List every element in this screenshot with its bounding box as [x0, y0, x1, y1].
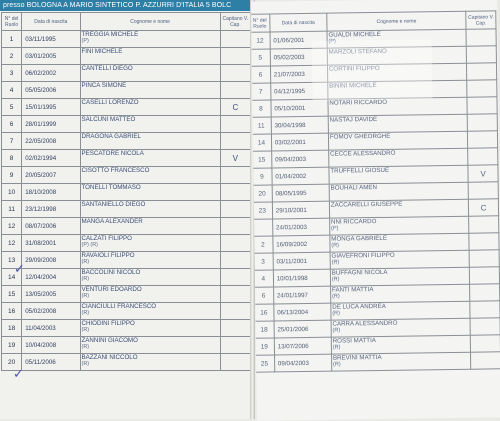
player-name: FINI MICHELE [81, 48, 123, 55]
captain-mark [220, 286, 250, 303]
table-row [2, 286, 251, 303]
player-role: (R) [81, 276, 90, 282]
captain-mark [467, 80, 497, 97]
player-role: (R) [331, 276, 340, 283]
birth-date: 05/02/2003 [270, 48, 327, 66]
player-name-cell [329, 148, 469, 167]
captain-mark: C [469, 199, 499, 216]
roster-title: presso BOLOGNA A MARIO SINTETICO P. AZZURRI D'ITALIA 5 BOLC [0, 0, 251, 11]
roster-number: 6 [254, 287, 274, 304]
roster-number: 19 [254, 338, 274, 355]
player-name: TREGGIA MICHELE [81, 31, 139, 38]
table-row [2, 235, 251, 252]
captain-mark [220, 167, 250, 184]
table-row [2, 218, 251, 235]
player-name: BACCOLINI NICOLO [81, 269, 141, 276]
roster-number: 10 [2, 184, 22, 201]
captain-mark [467, 63, 497, 80]
table-row [2, 150, 251, 167]
player-name: MANGA ALEXANDER [81, 218, 143, 225]
player-name: CANTELLI DIEGO [81, 65, 133, 72]
player-name-cell [330, 284, 470, 303]
player-name-cell [80, 150, 220, 167]
player-role: (R) [332, 344, 341, 351]
player-name: CASELLI LORENZO [81, 99, 139, 106]
table-row [2, 65, 251, 82]
roster-number: 25 [255, 355, 275, 372]
birth-date: 02/02/1994 [22, 150, 80, 167]
player-name-cell [331, 301, 471, 320]
roster-number: 5 [251, 49, 270, 66]
pen-tick-mark: ✓ [14, 262, 25, 277]
table-row [255, 352, 500, 372]
left-roster-sheet [0, 0, 251, 419]
captain-mark [220, 218, 250, 235]
table-row [2, 252, 251, 269]
player-name-cell [80, 337, 220, 354]
roster-number: 7 [2, 133, 22, 150]
player-name: FANTI MATTIA [331, 286, 374, 294]
player-name-cell [80, 48, 220, 65]
birth-date: 29/10/2001 [272, 201, 329, 219]
roster-number: 5 [2, 99, 22, 116]
header-number: N° del Ruolo [2, 13, 22, 31]
player-name-cell [80, 31, 220, 48]
player-name-cell [330, 267, 470, 286]
player-name-cell [329, 182, 469, 201]
player-role: (R) [331, 242, 340, 249]
captain-mark [220, 201, 250, 218]
player-name-cell [80, 133, 220, 150]
roster-number: 13 [2, 252, 22, 269]
table-row [2, 320, 251, 337]
captain-mark [220, 65, 250, 82]
table-row [2, 184, 251, 201]
player-name-cell [330, 233, 470, 252]
roster-number: 3 [2, 65, 22, 82]
birth-date: 25/01/2006 [274, 320, 331, 338]
player-role: (P) (R) [81, 242, 98, 248]
table-row [2, 167, 251, 184]
birth-date: 30/04/1998 [271, 116, 328, 134]
player-name-cell [80, 218, 220, 235]
birth-date: 24/01/2003 [272, 218, 329, 236]
captain-mark [220, 337, 250, 354]
player-name-cell [80, 354, 220, 371]
captain-mark [220, 116, 250, 133]
birth-date: 20/05/2007 [22, 167, 80, 184]
birth-date: 18/10/2008 [22, 184, 80, 201]
captain-mark [468, 148, 498, 165]
roster-number: 11 [2, 201, 22, 218]
left-roster-table [1, 12, 251, 371]
player-name-cell [331, 352, 471, 371]
roster-number: 20 [2, 354, 22, 371]
table-row [2, 133, 251, 150]
roster-number: 6 [2, 116, 22, 133]
faded-print-area [312, 39, 433, 101]
player-name: DE LUCA ANDREA [332, 302, 386, 311]
player-name: CECCE ALESSANDRO [330, 149, 396, 158]
roster-number: 14 [2, 269, 22, 286]
player-name: CISOTTO FRANCESCO [81, 167, 150, 174]
birth-date: 22/05/2008 [22, 133, 80, 150]
player-name: NASTAJ DAVIDE [329, 115, 378, 124]
player-name: CORTINI FILIPPO [328, 64, 380, 73]
player-role: (P) [328, 38, 336, 45]
player-name: SALCUNI MATTEO [81, 116, 136, 123]
player-name-cell [80, 286, 220, 303]
captain-mark [220, 252, 250, 269]
roster-number: 23 [252, 202, 272, 219]
roster-number: 12 [2, 235, 22, 252]
player-name: CARRA ALESSANDRO [332, 319, 398, 328]
roster-number: 6 [251, 66, 270, 83]
captain-mark [468, 182, 498, 199]
player-name: FOMOV GHEORGHE [329, 132, 391, 141]
player-role: (R) [332, 293, 340, 300]
captain-mark [466, 29, 496, 46]
player-role: (R) [81, 361, 90, 367]
player-name: BUFFAGNI NICOLA [331, 268, 388, 277]
birth-date: 06/13/2004 [274, 303, 331, 321]
player-role: (R) [332, 361, 341, 368]
captain-mark [220, 184, 250, 201]
table-row [2, 82, 251, 99]
player-name-cell [80, 252, 220, 269]
birth-date: 28/01/1999 [22, 116, 80, 133]
birth-date: 12/04/2004 [22, 269, 80, 286]
left-roster-body [2, 31, 251, 371]
player-name-cell [80, 269, 220, 286]
captain-mark [471, 352, 500, 369]
birth-date: 05/02/2008 [22, 303, 80, 320]
player-name-cell [329, 199, 469, 218]
roster-number: 3 [253, 253, 273, 270]
birth-date: 08/07/2006 [22, 218, 80, 235]
roster-number: 15 [2, 286, 22, 303]
captain-mark [220, 48, 250, 65]
player-name: ROSSI MATTIA [332, 337, 376, 345]
player-role: (R) [81, 259, 90, 265]
captain-mark [470, 284, 500, 301]
player-name: PESCATORE NICOLA [81, 150, 144, 157]
roster-number: 8 [251, 100, 271, 117]
captain-mark [469, 216, 499, 233]
birth-date: 23/12/1998 [22, 201, 80, 218]
player-name-cell [80, 320, 220, 337]
birth-date: 31/08/2001 [22, 235, 80, 252]
player-name-cell [331, 335, 471, 354]
roster-number: 9 [2, 167, 22, 184]
player-name-cell [331, 318, 471, 337]
birth-date: 05/05/2006 [22, 82, 80, 99]
player-name-cell [80, 167, 220, 184]
player-name-cell [80, 65, 220, 82]
birth-date: 13/07/2006 [274, 337, 331, 355]
roster-number: 12 [251, 32, 270, 49]
captain-mark [220, 31, 250, 48]
birth-date: 04/12/1995 [270, 82, 327, 100]
player-name-cell [328, 114, 468, 133]
player-role: (R) [81, 310, 90, 316]
captain-mark [470, 318, 500, 335]
player-role: (P) [81, 38, 89, 44]
right-roster-sheet [251, 0, 500, 421]
player-role: (R) [81, 344, 90, 350]
captain-mark [469, 233, 499, 250]
captain-mark [220, 320, 250, 337]
player-name: RAVAIOLI FILIPPO [81, 252, 135, 259]
player-name: BAZZANI NICCOLO [81, 354, 138, 361]
birth-date: 05/11/2006 [22, 354, 80, 371]
birth-date: 21/07/2003 [270, 65, 327, 83]
birth-date: 13/05/2005 [22, 286, 80, 303]
roster-number: 8 [2, 150, 22, 167]
captain-mark [220, 133, 250, 150]
player-role: (R) [81, 327, 90, 333]
table-row [2, 303, 251, 320]
captain-mark [467, 46, 497, 63]
player-name-cell [330, 250, 470, 269]
captain-mark [220, 269, 250, 286]
roster-number: 2 [2, 48, 22, 65]
player-name-cell [80, 116, 220, 133]
birth-date: 06/02/2002 [22, 65, 80, 82]
player-name: ZACCARELLI GIUSEPPE [330, 200, 403, 209]
roster-number: 4 [253, 270, 273, 287]
roster-number: 18 [254, 321, 274, 338]
table-row [2, 48, 251, 65]
player-name-cell [80, 303, 220, 320]
player-name: TRUFFELLI GIOSUE [330, 166, 390, 175]
roster-number: 16 [254, 304, 274, 321]
header-name: Cognome e nome [80, 13, 220, 31]
birth-date: 24/01/1997 [273, 286, 330, 304]
birth-date: 15/01/1995 [22, 99, 80, 116]
player-name-cell [329, 216, 469, 235]
roster-number: 20 [252, 185, 272, 202]
roster-number: 15 [252, 151, 272, 168]
birth-date: 09/04/2003 [271, 150, 328, 168]
roster-number: 19 [2, 337, 22, 354]
birth-date: 05/10/2001 [271, 99, 328, 117]
roster-number: 11 [251, 117, 271, 134]
roster-number: 7 [251, 83, 271, 100]
player-name: MARZOLI STEFANO [328, 47, 387, 56]
table-header-row [2, 13, 251, 31]
birth-date: 16/09/2002 [273, 235, 330, 253]
birth-date: 01/04/2002 [272, 167, 329, 185]
birth-date: 10/04/2008 [22, 337, 80, 354]
captain-mark: C [220, 99, 250, 116]
player-name-cell [80, 99, 220, 116]
roster-number: 2 [253, 236, 273, 253]
roster-number [253, 219, 273, 236]
birth-date: 03/11/2001 [273, 252, 330, 270]
player-name: GIAVEFRONI FILIPPO [331, 251, 395, 260]
table-row [2, 99, 251, 116]
captain-mark [220, 235, 250, 252]
birth-date: 03/11/1995 [22, 31, 80, 48]
player-name: CALZATI FILIPPO [81, 235, 132, 242]
player-role: (R) [331, 259, 340, 266]
player-name: SANTANIELLO DIEGO [81, 201, 146, 208]
roster-number: 9 [252, 168, 272, 185]
header-number: N° del Ruolo [251, 14, 270, 32]
player-name-cell [80, 201, 220, 218]
roster-number: 4 [2, 82, 22, 99]
player-name: BOUHALI AMEN [330, 183, 378, 192]
table-row [2, 269, 251, 286]
roster-number: 1 [2, 31, 22, 48]
captain-mark [467, 97, 497, 114]
player-name: PINCA SIMONE [81, 82, 127, 89]
birth-date: 08/05/1995 [272, 184, 329, 202]
player-role: (R) [332, 310, 340, 317]
header-name: Cognome e nome [327, 11, 467, 31]
birth-date: 03/02/2001 [271, 133, 328, 151]
birth-date: 29/09/2008 [22, 252, 80, 269]
player-name-cell [80, 235, 220, 252]
table-row [2, 116, 251, 133]
player-role: (P) [331, 225, 339, 232]
player-name: GUALDI MICHELE [328, 30, 381, 39]
player-name: MONGA GABRIELE [331, 234, 388, 243]
player-name-cell [80, 184, 220, 201]
player-role: (R) [332, 327, 341, 334]
pen-tick-mark: ✓ [13, 367, 24, 382]
player-name-cell [80, 82, 220, 99]
table-row [2, 31, 251, 48]
roster-number: 18 [2, 320, 22, 337]
captain-mark [469, 250, 499, 267]
header-captain: Capitano V. Cap. [466, 11, 496, 29]
player-name: BREVINI MATTIA [332, 353, 382, 362]
player-name: NOTARI RICCARDO [329, 98, 388, 107]
table-row [2, 201, 251, 218]
player-role: (R) [81, 293, 90, 299]
captain-mark [468, 131, 498, 148]
birth-date: 10/01/1998 [273, 269, 330, 287]
captain-mark: V [468, 165, 498, 182]
birth-date: 09/04/2003 [274, 354, 331, 372]
player-name: TONELLI TOMMASO [81, 184, 141, 191]
header-birth-date: Data di nascita [270, 13, 327, 32]
captain-mark [470, 267, 500, 284]
header-captain: Capitano V. Cap. [220, 13, 250, 31]
birth-date: 11/04/2003 [22, 320, 80, 337]
player-name: CHIODINI FILIPPO [81, 320, 135, 327]
player-name: NNI RICCARDO [330, 218, 377, 226]
birth-date: 03/01/2005 [22, 48, 80, 65]
player-name-cell [328, 131, 468, 150]
player-name: DRAGONA GABRIEL [81, 133, 141, 140]
player-name: CIANCIULLI FRANCESCO [81, 303, 157, 310]
captain-mark [470, 301, 500, 318]
birth-date: 01/06/2001 [270, 31, 327, 49]
table-row [2, 337, 251, 354]
player-name: ZANNINI GIACOMO [81, 337, 138, 344]
captain-mark [471, 335, 500, 352]
player-name: VENTURI EDOARDO [81, 286, 142, 293]
table-row [2, 354, 251, 371]
captain-mark [220, 82, 250, 99]
captain-mark [468, 114, 498, 131]
roster-number: 14 [251, 134, 271, 151]
player-name-cell [329, 165, 469, 184]
captain-mark: V [220, 150, 250, 167]
player-name: BININI MICHELE [329, 81, 377, 90]
header-birth-date: Data di nascita [22, 13, 80, 31]
roster-number: 12 [2, 218, 22, 235]
captain-mark [220, 354, 250, 371]
captain-mark [220, 303, 250, 320]
roster-number: 16 [2, 303, 22, 320]
